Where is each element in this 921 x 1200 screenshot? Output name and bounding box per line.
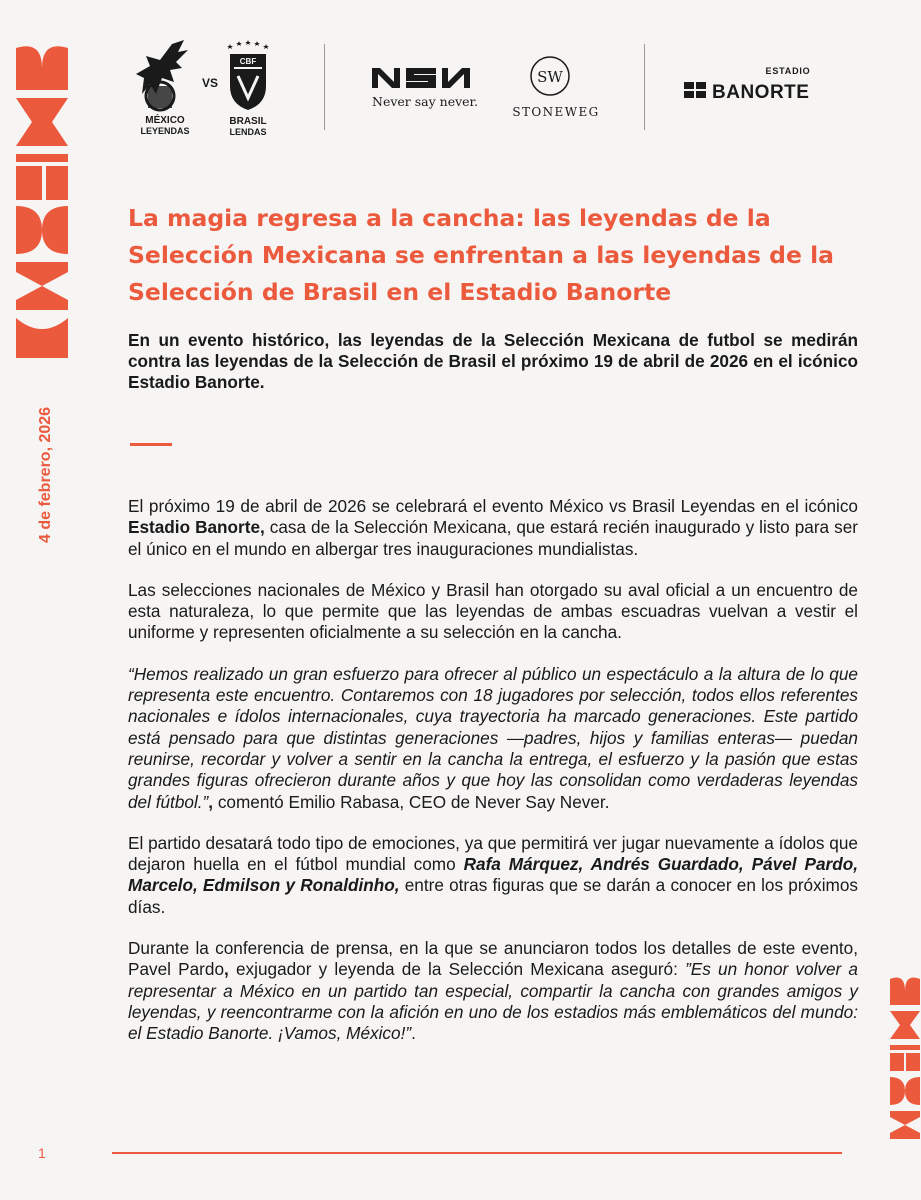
- zigzag-shape: [890, 1111, 920, 1139]
- svg-text:LEYENDAS: LEYENDAS: [140, 126, 190, 136]
- article-body: [128, 496, 858, 1065]
- svg-text:CBF: CBF: [239, 57, 257, 66]
- svg-text:LENDAS: LENDAS: [229, 127, 267, 136]
- page-number: 1: [38, 1145, 46, 1161]
- wave-shape: [16, 318, 68, 358]
- svg-text:BANORTE: BANORTE: [712, 82, 810, 103]
- svg-text:MÉXICO: MÉXICO: [145, 115, 185, 126]
- logo-divider: [324, 44, 325, 130]
- paragraph-1: El próximo 19 de abril de 2026 se celebrará el evento México vs Brasil Leyendas en el icónico Estadio Banorte, casa de la Selección Mexicana, que estará recién inaugurado y listo para ser el único en el mundo en albergar tres inauguraciones mundialistas.: [128, 496, 858, 559]
- grid-shape: [16, 154, 68, 200]
- svg-text:STONEWEG: STONEWEG: [512, 105, 600, 119]
- accent-dash: [130, 443, 172, 446]
- date-vertical: [26, 395, 66, 545]
- zigzag-shape: [16, 262, 68, 310]
- svg-text:SW: SW: [537, 68, 563, 86]
- arch-shape: [890, 978, 920, 1006]
- stoneweg-logo: [508, 54, 604, 120]
- paragraph-3-quote: “Hemos realizado un gran esfuerzo para ofrecer al público un espectáculo a la altura de lo que representa este encuentro. Contaremos con 18 jugadores por selección, todos ellos referentes nacionales e ídolos internacionales, cuya trayectoria ha marcado generaciones. Este partido está pensado para que distintas generaciones —padres, hijos y familias enteras— puedan reunirse, recordar y volver a sentir en la cancha la entrega, el esfuerzo y la pasión que estas grandes figuras ofrecieron durante años y que hoy las consolidan como verdaderas leyendas del fútbol.”, comentó Emilio Rabasa, CEO de Never Say Never.: [128, 663, 858, 812]
- svg-text:ESTADIO: ESTADIO: [765, 66, 811, 76]
- lead-paragraph: En un evento histórico, las leyendas de la Selección Mexicana de futbol se medirán contra las leyendas de la Selección de Brasil el próximo 19 de abril de 2026 en el icónico Estadio Banorte.: [128, 330, 858, 392]
- footer-divider: [112, 1152, 842, 1154]
- paragraph-5: Durante la conferencia de prensa, en la que se anunciaron todos los detalles de este evento, Pavel Pardo, exjugador y leyenda de la Selección Mexicana aseguró: ”Es un honor volver a representar a México en un partido tan especial, compartir la cancha con grandes amigos y leyendas, y reencontrarme con la afición en uno de los estadios más emblemáticos del mundo: el Estadio Banorte. ¡Vamos, México!”.: [128, 938, 858, 1044]
- right-decorative-pattern: [888, 975, 921, 1155]
- estadio-banorte-logo: [680, 62, 852, 108]
- arch-shape: [16, 46, 68, 90]
- paragraph-2: Las selecciones nacionales de México y Brasil han otorgado su aval oficial a un encuentro de esta naturaleza, lo que permite que las leyendas de ambas escuadras vuelvan a vestir el uniforme y representen oficialmente a su selección en la cancha.: [128, 579, 858, 643]
- page-title: La magia regresa a la cancha: las leyendas de la Selección Mexicana se enfrentan a las leyendas de la Selección de Brasil en el Estadio Banorte: [128, 204, 834, 306]
- brasil-lendas-logo: [224, 40, 272, 136]
- logo-divider: [644, 44, 645, 130]
- bowtie-shape: [890, 1011, 920, 1039]
- paragraph-4: El partido desatará todo tipo de emociones, ya que permitirá ver jugar nuevamente a ídolos que dejaron huella en el fútbol mundial como Rafa Márquez, Andrés Guardado, Pável Pardo, Marcelo, Edmilson y Ronaldinho, entre otras figuras que se darán a conocer en los próximos días.: [128, 832, 858, 917]
- svg-text:Never say never.: Never say never.: [372, 94, 478, 109]
- date-text: 4 de febrero, 2026: [37, 406, 54, 543]
- bowtie-shape: [16, 98, 68, 146]
- vs-label: VS: [202, 76, 219, 90]
- grid-shape: [890, 1045, 920, 1071]
- star-shape: [890, 1077, 920, 1105]
- star-shape: [16, 206, 68, 254]
- svg-text:BRASIL: BRASIL: [229, 116, 267, 127]
- left-decorative-pattern: [12, 40, 72, 360]
- sponsor-logos-bar: [130, 36, 870, 136]
- nsn-logo: [370, 64, 478, 110]
- mexico-leyendas-logo: [132, 38, 198, 136]
